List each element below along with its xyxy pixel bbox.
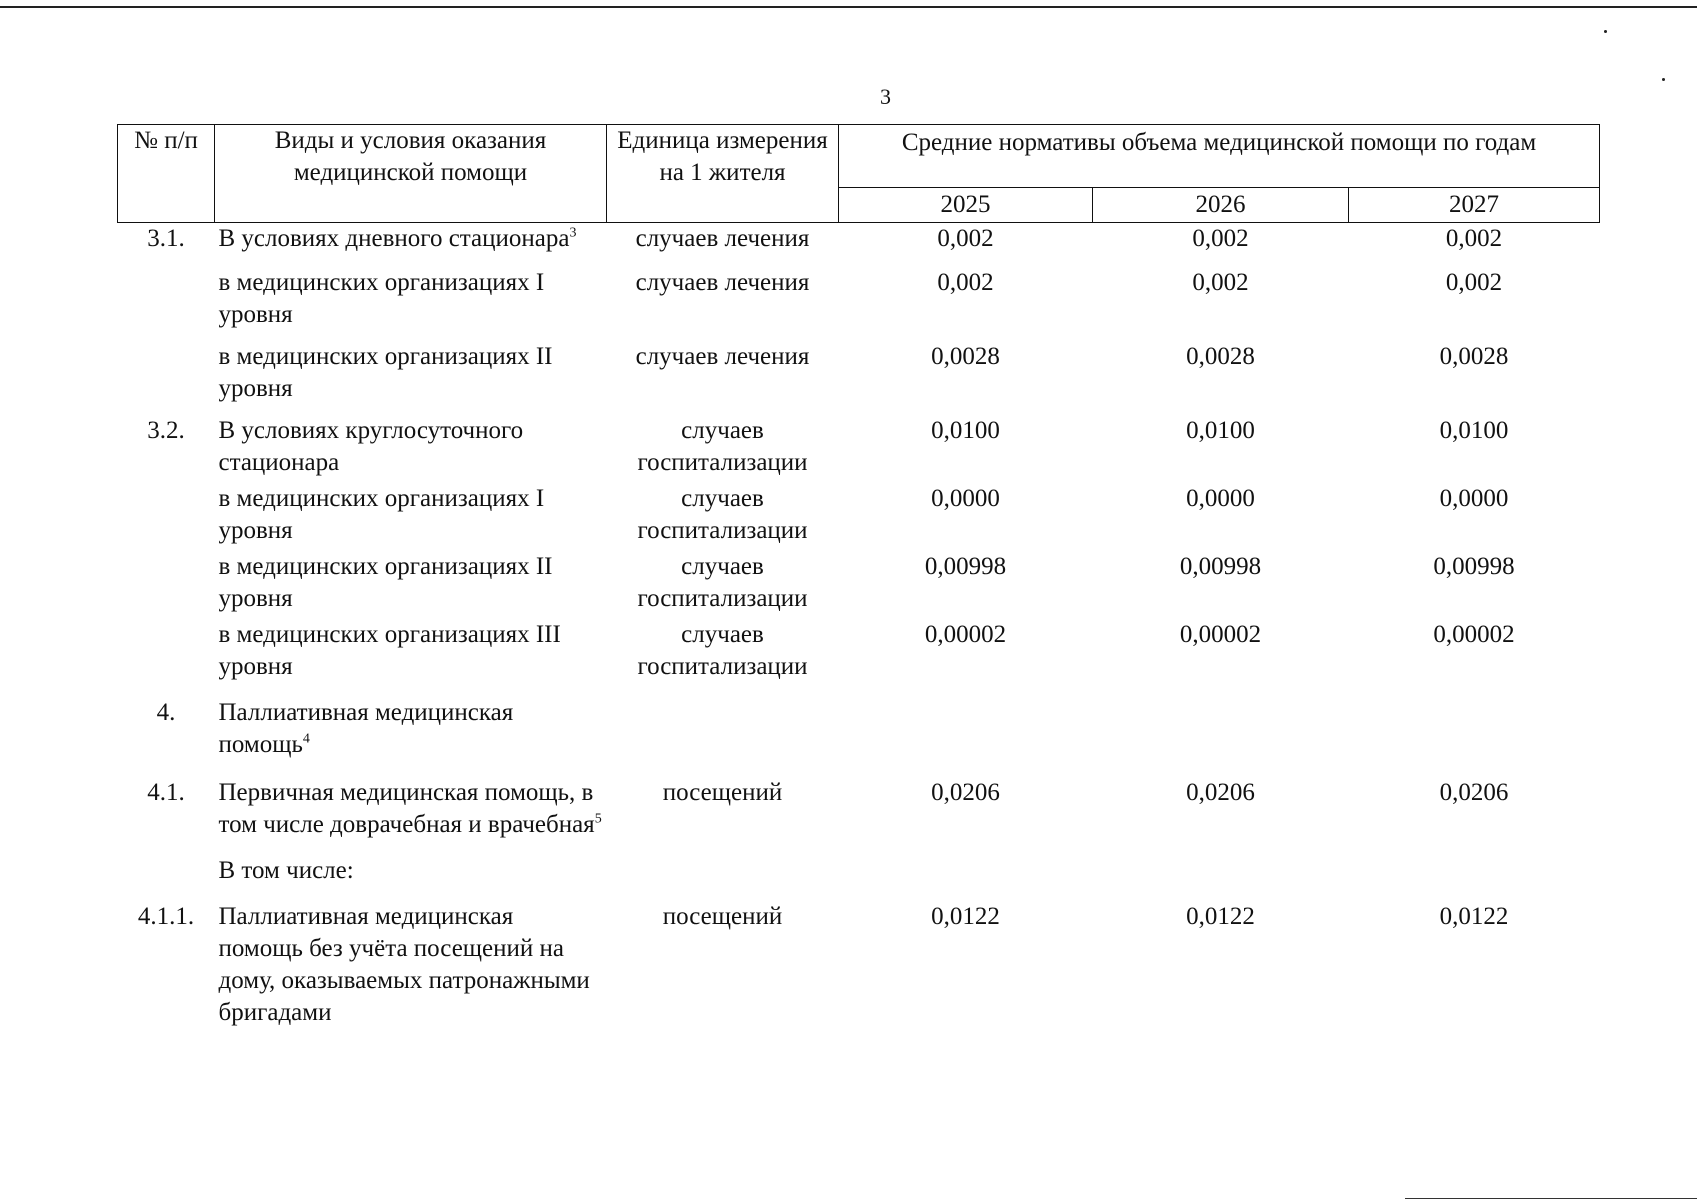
header-row <box>118 125 1600 188</box>
table-row <box>118 891 1600 1029</box>
row-description <box>215 223 607 262</box>
row-value-2025 <box>839 767 1093 845</box>
row-number <box>118 479 215 547</box>
row-value-2026 <box>1093 479 1349 547</box>
row-value-2025-text: 0,0000 <box>931 485 1000 512</box>
row-value-2025-text: 0,0028 <box>931 343 1000 370</box>
row-description <box>215 767 607 845</box>
row-number <box>118 223 215 262</box>
row-description <box>215 479 607 547</box>
row-value-2025 <box>839 479 1093 547</box>
row-value-2025 <box>839 409 1093 479</box>
norms-table <box>117 124 1600 1029</box>
row-value-2026 <box>1093 767 1349 845</box>
row-description <box>215 845 607 891</box>
row-description <box>215 409 607 479</box>
header-years-title: Средние нормативы объема медицинской помощи по годам <box>839 125 1600 188</box>
row-unit <box>607 845 839 891</box>
row-unit <box>607 687 839 767</box>
row-value-2025-text: 0,0100 <box>931 417 1000 444</box>
row-value-2025 <box>839 261 1093 335</box>
row-value-2027 <box>1349 891 1600 1029</box>
row-number-text: 4.1.1. <box>137 903 195 930</box>
table-row <box>118 223 1600 262</box>
row-number-text: 4. <box>156 699 176 726</box>
row-value-2027-text: 0,00002 <box>1433 621 1515 648</box>
header-unit: Единица измерения на 1 жителя <box>607 125 839 223</box>
header-num: № п/п <box>118 125 215 223</box>
row-value-2026-text: 0,00002 <box>1179 621 1262 648</box>
scan-speck <box>1662 78 1665 81</box>
row-number-text: 3.2. <box>147 417 185 444</box>
row-number <box>118 891 215 1029</box>
row-unit-text: случаев госпитализации <box>637 417 808 476</box>
row-description-text: в медицинских организациях I уровня <box>218 485 545 544</box>
row-value-2027 <box>1349 687 1600 767</box>
row-value-2025-text: 0,002 <box>937 269 994 296</box>
row-unit <box>607 891 839 1029</box>
row-unit-text: посещений <box>662 903 783 930</box>
row-unit <box>607 409 839 479</box>
table-body <box>118 223 1600 1030</box>
row-value-2026-text: 0,0028 <box>1186 343 1255 370</box>
row-value-2026-text: 0,0000 <box>1186 485 1255 512</box>
row-description <box>215 547 607 615</box>
row-description <box>215 335 607 409</box>
row-unit-text: случаев лечения <box>635 343 810 370</box>
table-row <box>118 479 1600 547</box>
table-header <box>118 125 1600 223</box>
row-description-text: в медицинских организациях III уровня <box>218 621 561 680</box>
scan-edge-top <box>0 6 1697 8</box>
row-unit <box>607 223 839 262</box>
row-value-2026 <box>1093 547 1349 615</box>
row-description-text: В условиях дневного стационара <box>218 225 570 252</box>
row-value-2026 <box>1093 615 1349 687</box>
row-value-2027 <box>1349 261 1600 335</box>
row-unit-text: случаев лечения <box>635 225 810 252</box>
header-types: Виды и условия оказания медицинской помощи <box>215 125 607 223</box>
row-value-2027 <box>1349 615 1600 687</box>
row-value-2026-text: 0,0100 <box>1186 417 1255 444</box>
row-description-text: Паллиативная медицинская помощь без учёта посещений на дому, оказываемых патронажными бригадами <box>218 903 590 1026</box>
table-row <box>118 335 1600 409</box>
row-number <box>118 261 215 335</box>
row-unit <box>607 767 839 845</box>
row-unit-text: посещений <box>662 779 783 806</box>
row-value-2027 <box>1349 845 1600 891</box>
row-value-2026 <box>1093 335 1349 409</box>
row-number <box>118 547 215 615</box>
scan-edge-bottom <box>1405 1198 1697 1199</box>
row-value-2026-text: 0,0206 <box>1186 779 1255 806</box>
row-value-2025 <box>839 547 1093 615</box>
row-number-text: 4.1. <box>147 779 185 806</box>
row-unit <box>607 261 839 335</box>
table-row <box>118 547 1600 615</box>
row-description-text: в медицинских организациях I уровня <box>218 269 545 328</box>
row-value-2027-text: 0,002 <box>1445 269 1503 296</box>
row-value-2026-text: 0,002 <box>1192 269 1249 296</box>
row-value-2026-text: 0,00998 <box>1179 553 1262 580</box>
row-value-2027-text: 0,0206 <box>1439 779 1509 806</box>
table-row <box>118 615 1600 687</box>
row-value-2025 <box>839 615 1093 687</box>
row-description <box>215 687 607 767</box>
row-value-2026 <box>1093 409 1349 479</box>
row-value-2025-text: 0,0122 <box>931 903 1000 930</box>
row-value-2026 <box>1093 687 1349 767</box>
row-unit-text: случаев госпитализации <box>637 485 808 544</box>
row-unit <box>607 615 839 687</box>
row-number <box>118 767 215 845</box>
row-number <box>118 845 215 891</box>
row-description-text: в медицинских организациях II уровня <box>218 553 553 612</box>
row-value-2027-text: 0,00998 <box>1433 553 1515 580</box>
row-value-2025-text: 0,0206 <box>931 779 1000 806</box>
row-value-2027-text: 0,0028 <box>1439 343 1509 370</box>
page-number: 3 <box>880 84 891 109</box>
row-number <box>118 409 215 479</box>
row-value-2027 <box>1349 479 1600 547</box>
row-value-2025 <box>839 845 1093 891</box>
row-description-text: Первичная медицинская помощь, в том числе доврачебная и врачебная <box>218 779 595 838</box>
footnote-marker: 3 <box>569 225 577 241</box>
row-unit-text: случаев госпитализации <box>637 553 808 612</box>
row-value-2026 <box>1093 261 1349 335</box>
row-value-2027-text: 0,0100 <box>1439 417 1509 444</box>
row-description-text: В том числе: <box>218 857 354 884</box>
table-row <box>118 409 1600 479</box>
row-number <box>118 687 215 767</box>
row-value-2026 <box>1093 845 1349 891</box>
row-value-2027-text: 0,0000 <box>1439 485 1509 512</box>
row-unit-text: случаев лечения <box>635 269 810 296</box>
row-unit <box>607 479 839 547</box>
row-unit-text: случаев госпитализации <box>637 621 808 680</box>
row-value-2026 <box>1093 223 1349 262</box>
row-value-2026-text: 0,0122 <box>1186 903 1255 930</box>
row-description-text: В условиях круглосуточного стационара <box>218 417 524 476</box>
footnote-marker: 4 <box>302 731 310 747</box>
row-value-2027 <box>1349 409 1600 479</box>
header-year-2026: 2026 <box>1093 188 1349 223</box>
scan-speck <box>1604 30 1607 33</box>
row-value-2025-text: 0,002 <box>937 225 994 252</box>
row-value-2025 <box>839 891 1093 1029</box>
row-description <box>215 891 607 1029</box>
row-unit <box>607 547 839 615</box>
row-description <box>215 261 607 335</box>
row-description <box>215 615 607 687</box>
row-value-2027 <box>1349 335 1600 409</box>
row-value-2027-text: 0,0122 <box>1439 903 1509 930</box>
row-value-2026 <box>1093 891 1349 1029</box>
header-year-2025: 2025 <box>839 188 1093 223</box>
row-number <box>118 615 215 687</box>
row-value-2025 <box>839 335 1093 409</box>
row-value-2027-text: 0,002 <box>1445 225 1503 252</box>
row-value-2025-text: 0,00998 <box>924 553 1007 580</box>
row-unit <box>607 335 839 409</box>
row-value-2025 <box>839 687 1093 767</box>
row-value-2026-text: 0,002 <box>1192 225 1249 252</box>
table-row <box>118 767 1600 845</box>
footnote-marker: 5 <box>594 811 602 827</box>
table-row <box>118 261 1600 335</box>
row-value-2025-text: 0,00002 <box>924 621 1007 648</box>
row-value-2025 <box>839 223 1093 262</box>
row-value-2027 <box>1349 767 1600 845</box>
row-value-2027 <box>1349 547 1600 615</box>
table-row <box>118 845 1600 891</box>
row-description-text: Паллиативная медицинская помощь <box>218 699 514 758</box>
header-year-2027: 2027 <box>1349 188 1600 223</box>
row-value-2027 <box>1349 223 1600 262</box>
row-number <box>118 335 215 409</box>
table-row <box>118 687 1600 767</box>
row-number-text: 3.1. <box>147 225 185 252</box>
row-description-text: в медицинских организациях II уровня <box>218 343 553 402</box>
